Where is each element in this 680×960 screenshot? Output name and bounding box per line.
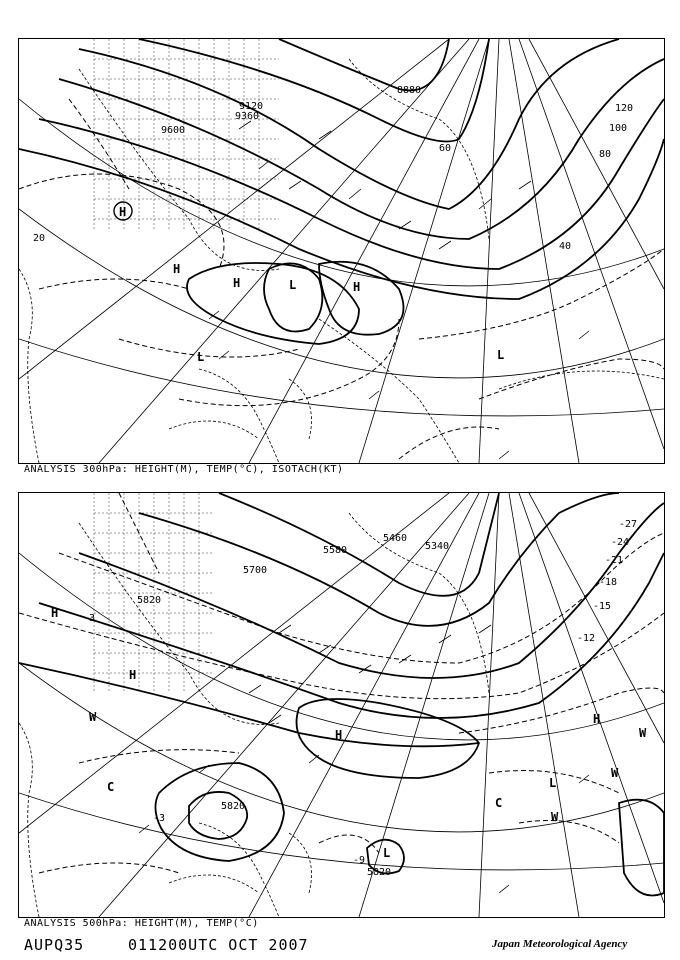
temp-label: -12 xyxy=(577,633,596,644)
temp-label: -3 xyxy=(153,813,166,824)
isotachs-300 xyxy=(19,99,664,459)
high-symbol: H xyxy=(173,262,181,276)
warm-symbol: W xyxy=(551,810,559,824)
caption-500hpa: ANALYSIS 500hPa: HEIGHT(M), TEMP(°C) xyxy=(24,918,259,929)
isotach-label: 100 xyxy=(609,123,628,134)
agency-name: Japan Meteorological Agency xyxy=(492,938,628,950)
temp-label: -27 xyxy=(619,519,638,530)
caption-300hpa: ANALYSIS 300hPa: HEIGHT(M), TEMP(°C), ISOTACH(KT) xyxy=(24,464,344,475)
temp-label: -18 xyxy=(599,577,618,588)
temp-label: -9 xyxy=(353,855,366,866)
low-symbol: L xyxy=(549,776,557,790)
low-symbol: L xyxy=(289,278,297,292)
closed-contours-500 xyxy=(155,699,664,896)
high-symbol: H xyxy=(51,606,59,620)
temp-label: -24 xyxy=(611,537,630,548)
height-contours-300 xyxy=(19,39,664,299)
pressure-symbols-300 xyxy=(119,205,504,364)
isotach-label: 40 xyxy=(559,241,572,252)
temp-label: -3 xyxy=(83,613,96,624)
isotach-label: 80 xyxy=(599,149,612,160)
temp-label: -21 xyxy=(605,555,624,566)
labels-300 xyxy=(33,85,633,252)
hatch-area-500 xyxy=(94,493,214,693)
height-label: 5820 xyxy=(137,595,162,606)
isotach-label: 20 xyxy=(33,233,46,244)
isotach-label: 60 xyxy=(439,143,452,154)
low-symbol: L xyxy=(197,350,205,364)
height-label: 5700 xyxy=(243,565,268,576)
height-label: 5340 xyxy=(425,541,450,552)
high-symbol: H xyxy=(335,728,343,742)
closed-contours-300 xyxy=(187,262,404,344)
map-300hpa xyxy=(19,39,664,463)
chart-code: AUPQ35 xyxy=(24,936,85,954)
warm-symbol: W xyxy=(89,710,97,724)
warm-symbol: W xyxy=(611,766,619,780)
height-label: 9120 xyxy=(239,101,264,112)
low-symbol: L xyxy=(383,846,391,860)
high-symbol: H xyxy=(119,205,127,219)
high-symbol: H xyxy=(593,712,601,726)
cold-symbol: C xyxy=(107,780,115,794)
height-label: 8880 xyxy=(397,85,422,96)
temp-label: -15 xyxy=(593,601,612,612)
height-label: 5820 xyxy=(221,801,246,812)
height-label: 5820 xyxy=(367,867,392,878)
valid-time: 011200UTC OCT 2007 xyxy=(128,936,309,954)
low-symbol: L xyxy=(497,348,505,362)
height-label: 5580 xyxy=(323,545,348,556)
chart-300hpa xyxy=(18,38,665,464)
isotach-label: 120 xyxy=(615,103,634,114)
high-symbol: H xyxy=(129,668,137,682)
height-label: 9360 xyxy=(235,111,260,122)
map-500hpa xyxy=(19,493,664,917)
height-label: 5460 xyxy=(383,533,408,544)
graticule-500 xyxy=(19,493,664,917)
high-symbol: H xyxy=(353,280,361,294)
chart-500hpa xyxy=(18,492,665,918)
high-symbol: H xyxy=(233,276,241,290)
warm-symbol: W xyxy=(639,726,647,740)
height-label: 9600 xyxy=(161,125,186,136)
wind-barbs-500 xyxy=(139,625,589,893)
height-contours-500 xyxy=(19,493,664,746)
cold-symbol: C xyxy=(495,796,503,810)
